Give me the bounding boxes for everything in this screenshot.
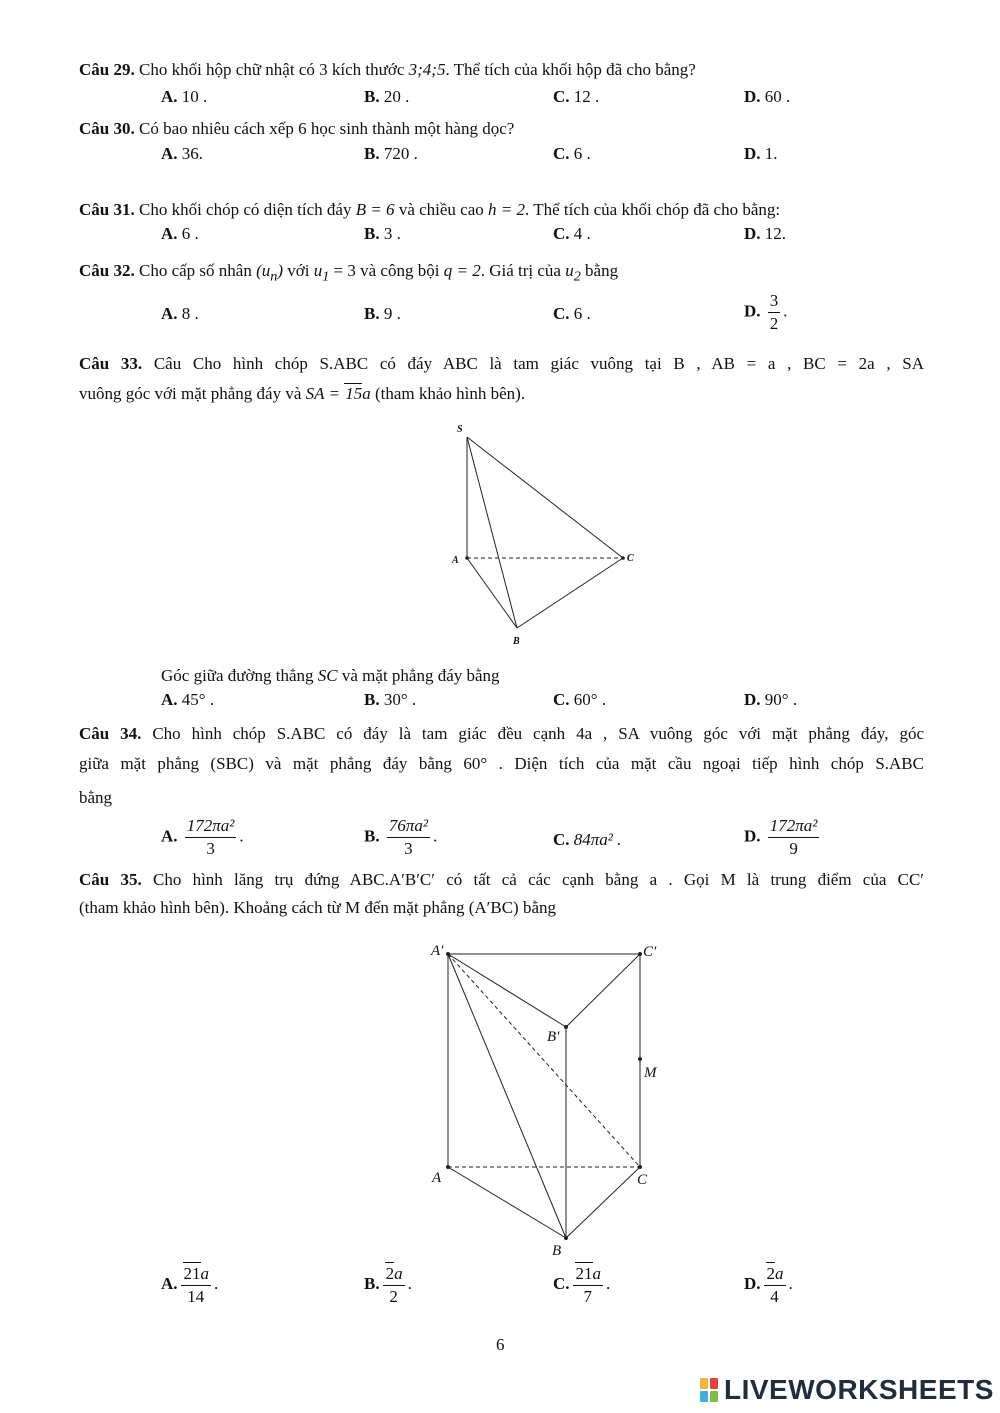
label-a: A — [432, 1170, 442, 1186]
point-b — [564, 1236, 568, 1240]
label-b1: B′ — [547, 1029, 560, 1045]
question-30: Câu 30. Có bao nhiêu cách xếp 6 học sinh thành một hàng dọc? — [79, 119, 515, 138]
question-29: Câu 29. Cho khối hộp chữ nhật có 3 kích thước 3;4;5. Thể tích của khối hộp đã cho bằng? — [79, 60, 696, 79]
label-c1: C′ — [643, 944, 657, 960]
liveworksheets-logo[interactable] — [700, 1373, 994, 1407]
q34-option-d: D. $\frac{\text{172πa²}}{9}$ — [744, 816, 818, 858]
page-number: 6 — [496, 1335, 505, 1354]
q32-option-b: B. 9 . — [364, 304, 401, 323]
q30-option-a: A. 36. — [161, 144, 204, 163]
q31-option-b: B. 3 . — [364, 224, 401, 243]
q35-option-a: A. $\frac{21a}{14}$ . — [161, 1264, 219, 1306]
q33-option-c: C. 60° . — [553, 690, 607, 709]
liveworksheets-text: LIVEWORKSHEETS — [724, 1374, 994, 1405]
point-c — [621, 556, 625, 560]
q30-option-b: B. 720 . — [364, 144, 418, 163]
q32-option-c: C. 6 . — [553, 304, 591, 323]
q35-option-c: C. $\frac{21a}{7}$ . — [553, 1264, 611, 1306]
edge-bc — [566, 1167, 640, 1238]
point-c1 — [638, 952, 642, 956]
edge-b1c1 — [566, 954, 640, 1027]
question-35-line1: Câu 35. Cho hình lăng trụ đứng ABC.A′B′C′ có tất cả các cạnh bằng a . Gọi M là trung điểm của CC′ — [79, 870, 925, 889]
q35-option-b: B. $\frac{2a}{2}$ . — [364, 1264, 412, 1306]
question-35-line2: (tham khảo hình bên). Khoảng cách từ M đến mặt phẳng (A′BC) bằng — [79, 898, 557, 917]
question-32: Câu 32. Cho cấp số nhân $(u_n)$ với $u_1 = 3$ và công bội q = 2. Giá trị của $u_2$ bằng — [79, 261, 619, 285]
question-33-line2: vuông góc với mặt phẳng đáy và SA = 15a (tham khảo hình bên). — [79, 384, 526, 403]
label-c: C — [627, 553, 634, 564]
point-c — [638, 1165, 642, 1169]
q29-option-a: A. 10 . — [161, 87, 208, 106]
edge-bc — [517, 558, 623, 628]
label-a1: A′ — [431, 943, 444, 959]
point-m — [638, 1057, 642, 1061]
label-s: S — [457, 424, 463, 435]
point-b1 — [564, 1025, 568, 1029]
question-31: Câu 31. Cho khối chóp có diện tích đáy B = 6 và chiều cao h = 2. Thể tích của khối chóp đã cho bằng: — [79, 200, 781, 219]
q30-option-d: D. 1. — [744, 144, 778, 163]
label-b: B — [552, 1243, 562, 1259]
label-c: C — [637, 1172, 648, 1188]
q31-option-a: A. 6 . — [161, 224, 199, 243]
q34-option-b: B. $\frac{\text{76πa²}}{3}$ . — [364, 816, 438, 858]
edge-a1c-hidden — [448, 954, 640, 1167]
edge-a1b — [448, 954, 566, 1238]
q30-option-c: C. 6 . — [553, 144, 591, 163]
question-34-line2: giữa mặt phẳng (SBC) và mặt phẳng đáy bằng 60° . Diện tích của mặt cầu ngoại tiếp hình chóp S.ABC — [79, 754, 924, 773]
label-b: B — [513, 636, 520, 647]
point-a1 — [446, 952, 450, 956]
q34-option-c: C. 84πa² . — [553, 830, 622, 849]
pyramid-figure — [440, 415, 650, 650]
q31-option-c: C. 4 . — [553, 224, 591, 243]
q33-option-a: A. 45° . — [161, 690, 215, 709]
question-34-line3: bằng — [79, 788, 113, 807]
q29-option-d: D. 60 . — [744, 87, 791, 106]
q29-option-c: C. 12 . — [553, 87, 600, 106]
label-a: A — [452, 555, 459, 566]
q32-option-a: A. 8 . — [161, 304, 199, 323]
edge-sc — [467, 437, 623, 558]
q33-prompt: Góc giữa đường thẳng SC và mặt phẳng đáy bằng — [161, 666, 500, 685]
edge-a1b1 — [448, 954, 566, 1027]
edge-ab — [448, 1167, 566, 1238]
q32-option-d: D. $\frac{3}{2}$ . — [744, 291, 788, 333]
q29-option-b: B. 20 . — [364, 87, 410, 106]
q33-option-b: B. 30° . — [364, 690, 417, 709]
q34-option-a: A. $\frac{\text{172πa²}}{3}$ . — [161, 816, 244, 858]
liveworksheets-icon — [700, 1377, 720, 1403]
point-a — [465, 556, 469, 560]
point-a — [446, 1165, 450, 1169]
edge-sb — [467, 437, 517, 628]
label-m: M — [644, 1065, 657, 1081]
question-34-line1: Câu 34. Cho hình chóp S.ABC có đáy là tam giác đều cạnh 4a , SA vuông góc với mặt phẳng đáy, góc — [79, 724, 924, 743]
q33-option-d: D. 90° . — [744, 690, 798, 709]
prism-figure — [420, 935, 670, 1260]
edge-ab — [467, 558, 517, 628]
q35-option-d: D. $\frac{2a}{4}$ . — [744, 1264, 793, 1306]
q31-option-d: D. 12. — [744, 224, 787, 243]
question-33-line1: Câu 33. Câu Cho hình chóp S.ABC có đáy ABC là tam giác vuông tại B , AB = a , BC = 2a , SA — [79, 354, 925, 373]
